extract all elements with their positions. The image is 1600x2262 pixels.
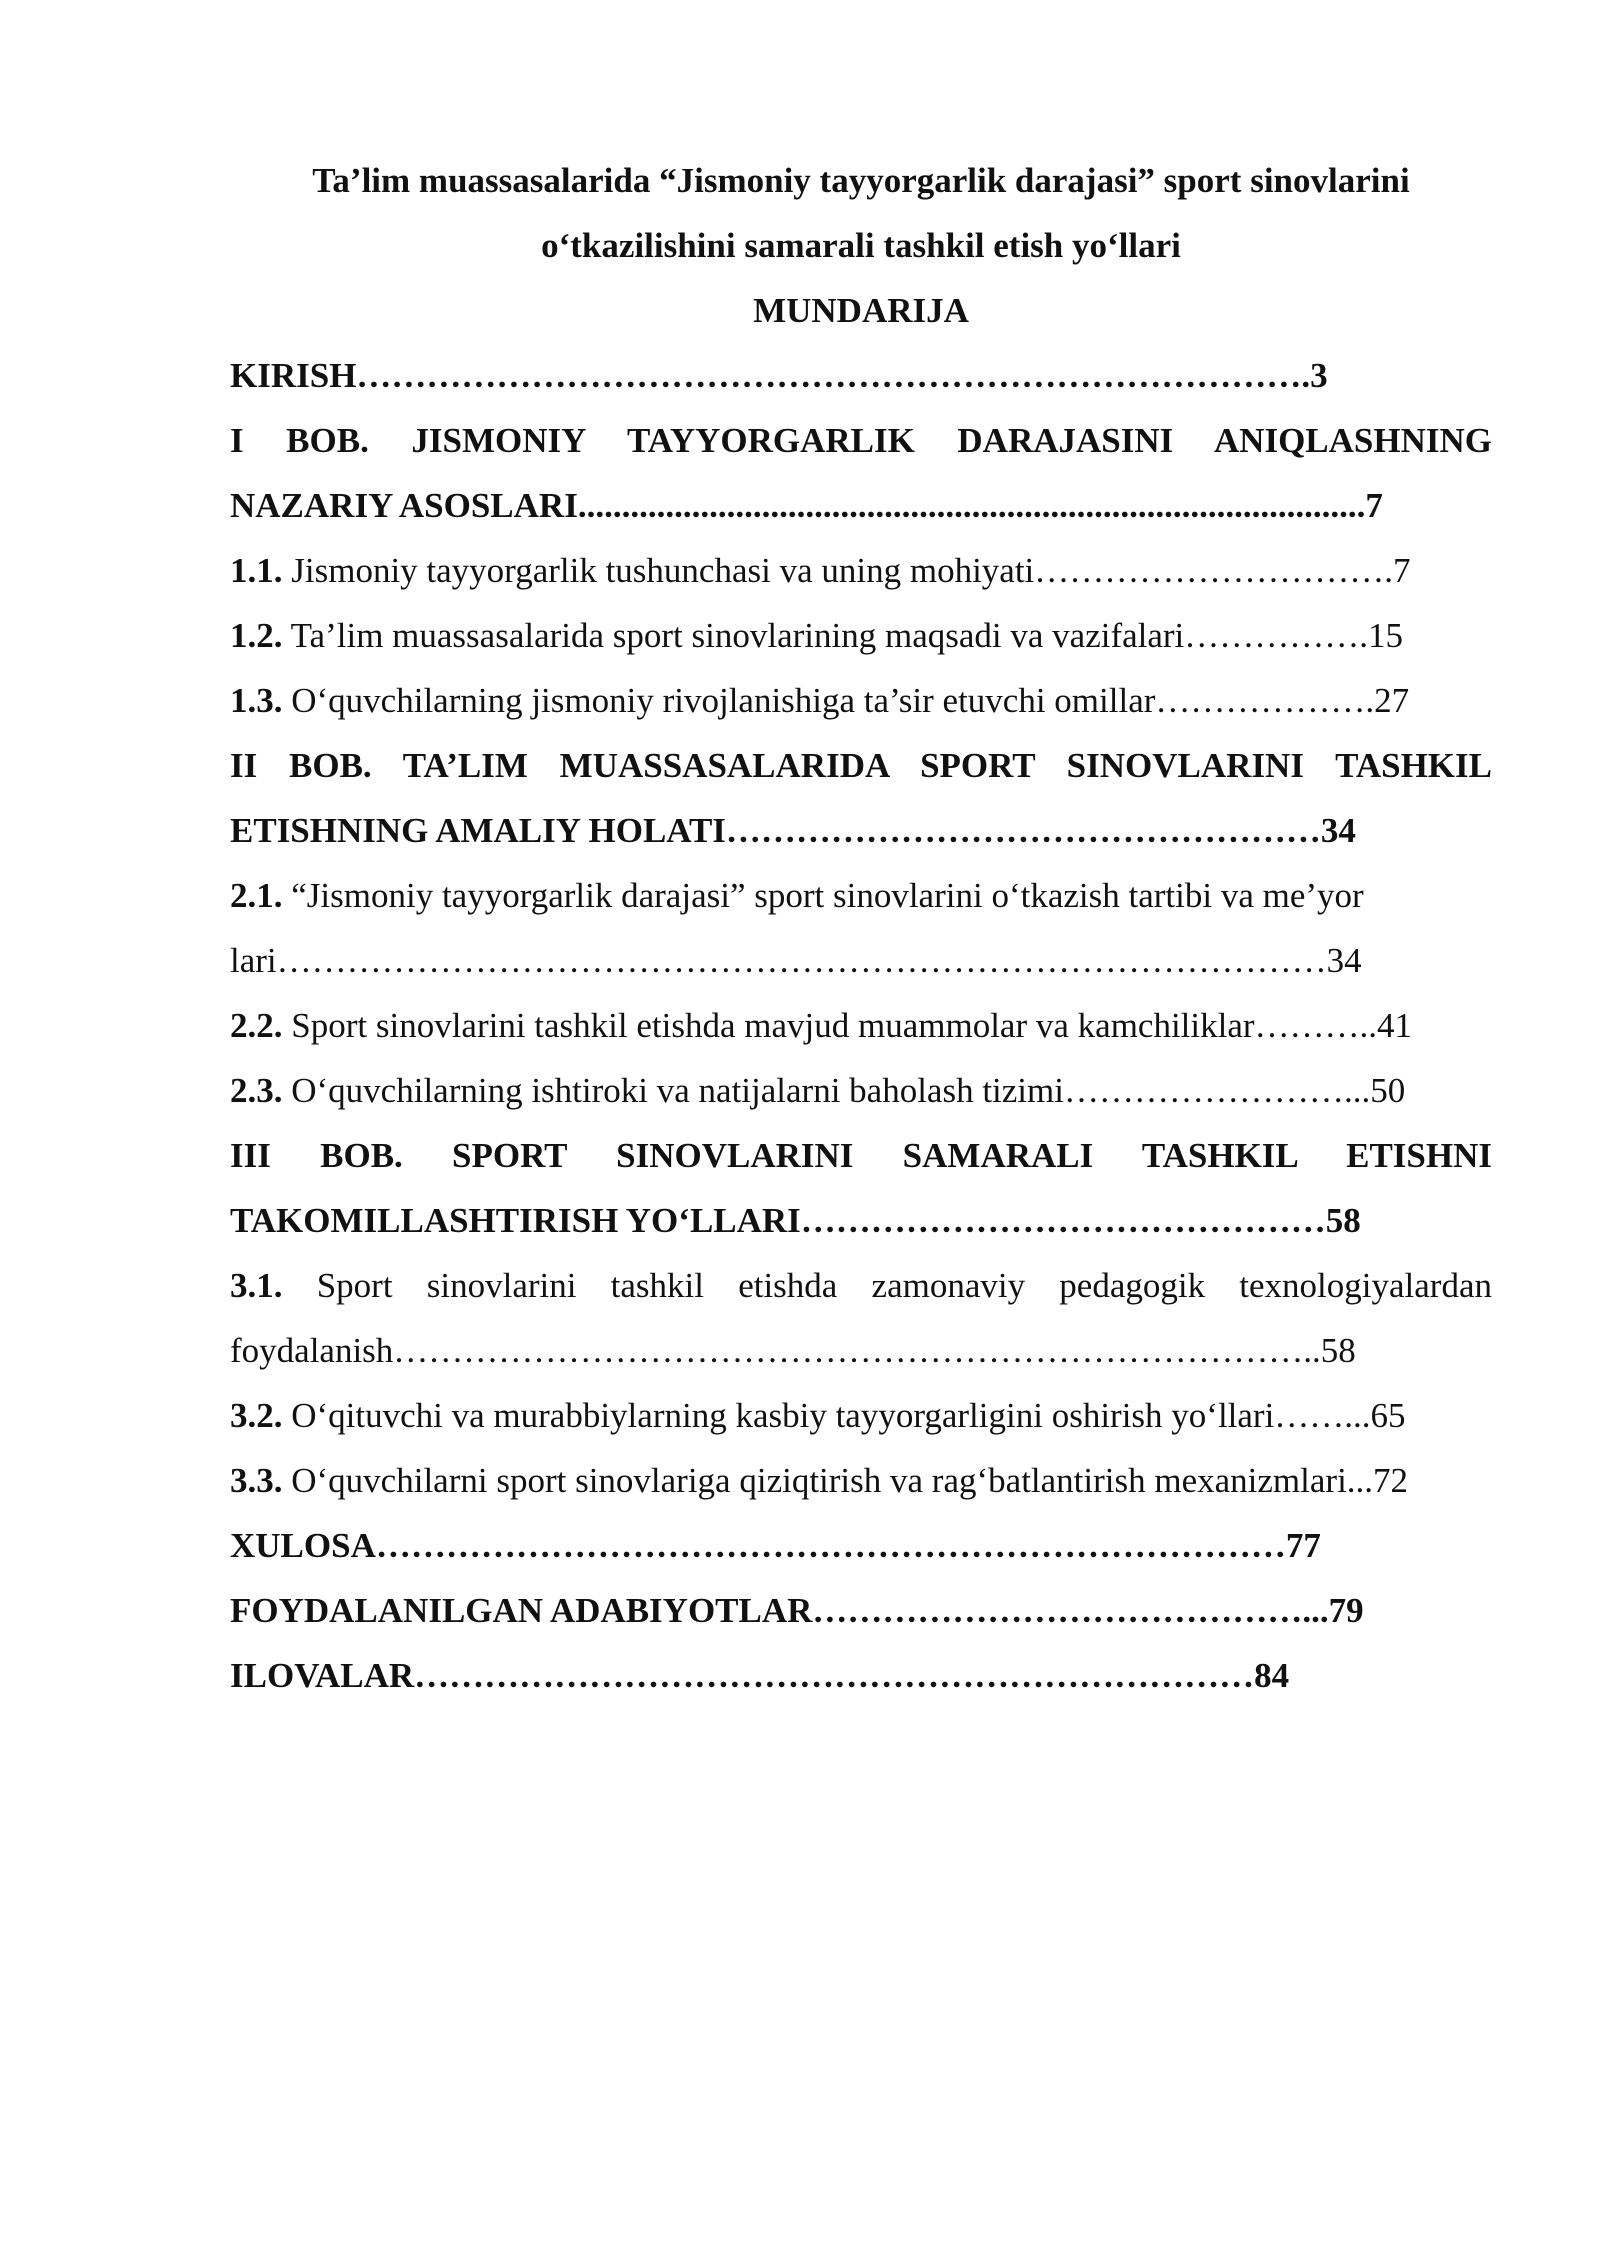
toc-section-1-1 [230, 538, 1492, 603]
toc-entry-text: O‘qituvchi va murabbiylarning kasbiy tayyorgarligini oshirish yo‘llari……...65 [282, 1396, 1406, 1435]
toc-section-number: 2.3. [230, 1071, 283, 1110]
toc-section-3-3 [230, 1448, 1492, 1513]
toc-entry-text: TAKOMILLASHTIRISH YO‘LLARI………………………………………58 [230, 1201, 1361, 1240]
toc-entry-xulosa [230, 1513, 1492, 1578]
page-content [230, 148, 1492, 1708]
toc-entry-text: NAZARIY ASOSLARI..........................................................................................7 [230, 486, 1383, 525]
toc-entry-text: O‘quvchilarning ishtiroki va natijalarni baholash tizimi……………………...50 [282, 1071, 1406, 1110]
toc-entry-text: Jismoniy tayyorgarlik tushunchasi va uning mohiyati………………………….7 [282, 551, 1411, 590]
toc-chapter-2-line-1 [230, 733, 1492, 798]
toc-section-2-2 [230, 993, 1492, 1058]
toc-section-number: 2.2. [230, 1006, 283, 1045]
toc-entry-text: Sport sinovlarini tashkil etishda mavjud muammolar va kamchiliklar………..41 [282, 1006, 1413, 1045]
toc-section-2-3 [230, 1058, 1492, 1123]
toc-entry-text: O‘quvchilarni sport sinovlariga qiziqtirish va rag‘batlantirish mexanizmlari...72 [282, 1461, 1409, 1500]
toc-section-number: 3.2. [230, 1396, 283, 1435]
toc-entry-text: FOYDALANILGAN ADABIYOTLAR……………………………………...79 [230, 1591, 1364, 1630]
toc-section-number: 1.1. [230, 551, 283, 590]
toc-section-1-2 [230, 603, 1492, 668]
toc-chapter-1-line-2 [230, 473, 1492, 538]
toc-section-1-3 [230, 668, 1492, 733]
toc-entry-kirish [230, 343, 1492, 408]
toc-entry-text: ETISHNING AMALIY HOLATI……………………………………………34 [230, 811, 1356, 850]
toc-entry-text: KIRISH……………………………………………………………………….3 [230, 356, 1328, 395]
toc-entry-text: XULOSA……………………………………………………………………77 [230, 1526, 1321, 1565]
toc-chapter-1-line-1 [230, 408, 1492, 473]
toc-chapter-3-line-1 [230, 1123, 1492, 1188]
toc-entry-text: Ta’lim muassasalarida sport sinovlarining maqsadi va vazifalari…………….15 [282, 616, 1404, 655]
toc-section-number: 3.3. [230, 1461, 283, 1500]
toc-entry-text: III BOB. SPORT SINOVLARINI SAMARALI TASHKIL ETISHNI [230, 1136, 1492, 1175]
toc-chapter-3-line-2 [230, 1188, 1492, 1253]
toc-section-number: 3.1. [230, 1266, 283, 1305]
toc-section-2-1-line-2 [230, 928, 1492, 993]
toc-entry-text: O‘quvchilarning jismoniy rivojlanishiga ta’sir etuvchi omillar……………….27 [282, 681, 1410, 720]
toc-entry-text: “Jismoniy tayyorgarlik darajasi” sport sinovlarini o‘tkazish tartibi va me’yor [282, 876, 1364, 915]
toc-section-3-1-line-1 [230, 1253, 1492, 1318]
toc-heading: MUNDARIJA [753, 291, 969, 330]
document-title-line-1: Ta’lim muassasalarida “Jismoniy tayyorgarlik darajasi” sport sinovlarini [312, 161, 1410, 200]
toc-section-2-1-line-1 [230, 863, 1492, 928]
toc-entry-text: I BOB. JISMONIY TAYYORGARLIK DARAJASINI ANIQLASHNING [230, 421, 1492, 460]
toc-entry-ilovalar [230, 1643, 1492, 1708]
toc-entry-text: foydalanish……………………………………………………………………..58 [230, 1331, 1356, 1370]
toc-entry-text: II BOB. TA’LIM MUASSASALARIDA SPORT SINOVLARINI TASHKIL [230, 746, 1492, 785]
toc-section-number: 2.1. [230, 876, 283, 915]
toc-section-number: 1.3. [230, 681, 283, 720]
toc-entry-text: ILOVALAR………………………………………………………………84 [230, 1656, 1290, 1695]
toc-chapter-2-line-2 [230, 798, 1492, 863]
toc-section-3-2 [230, 1383, 1492, 1448]
document-title-line-2: o‘tkazilishini samarali tashkil etish yo‘llari [541, 226, 1181, 265]
toc-entry-text: lari………………………………………………………………………………34 [230, 941, 1362, 980]
toc-section-number: 1.2. [230, 616, 283, 655]
toc-entry-text: Sport sinovlarini tashkil etishda zamonaviy pedagogik texnologiyalardan [282, 1266, 1492, 1305]
toc-entry-adabiyotlar [230, 1578, 1492, 1643]
toc-section-3-1-line-2 [230, 1318, 1492, 1383]
